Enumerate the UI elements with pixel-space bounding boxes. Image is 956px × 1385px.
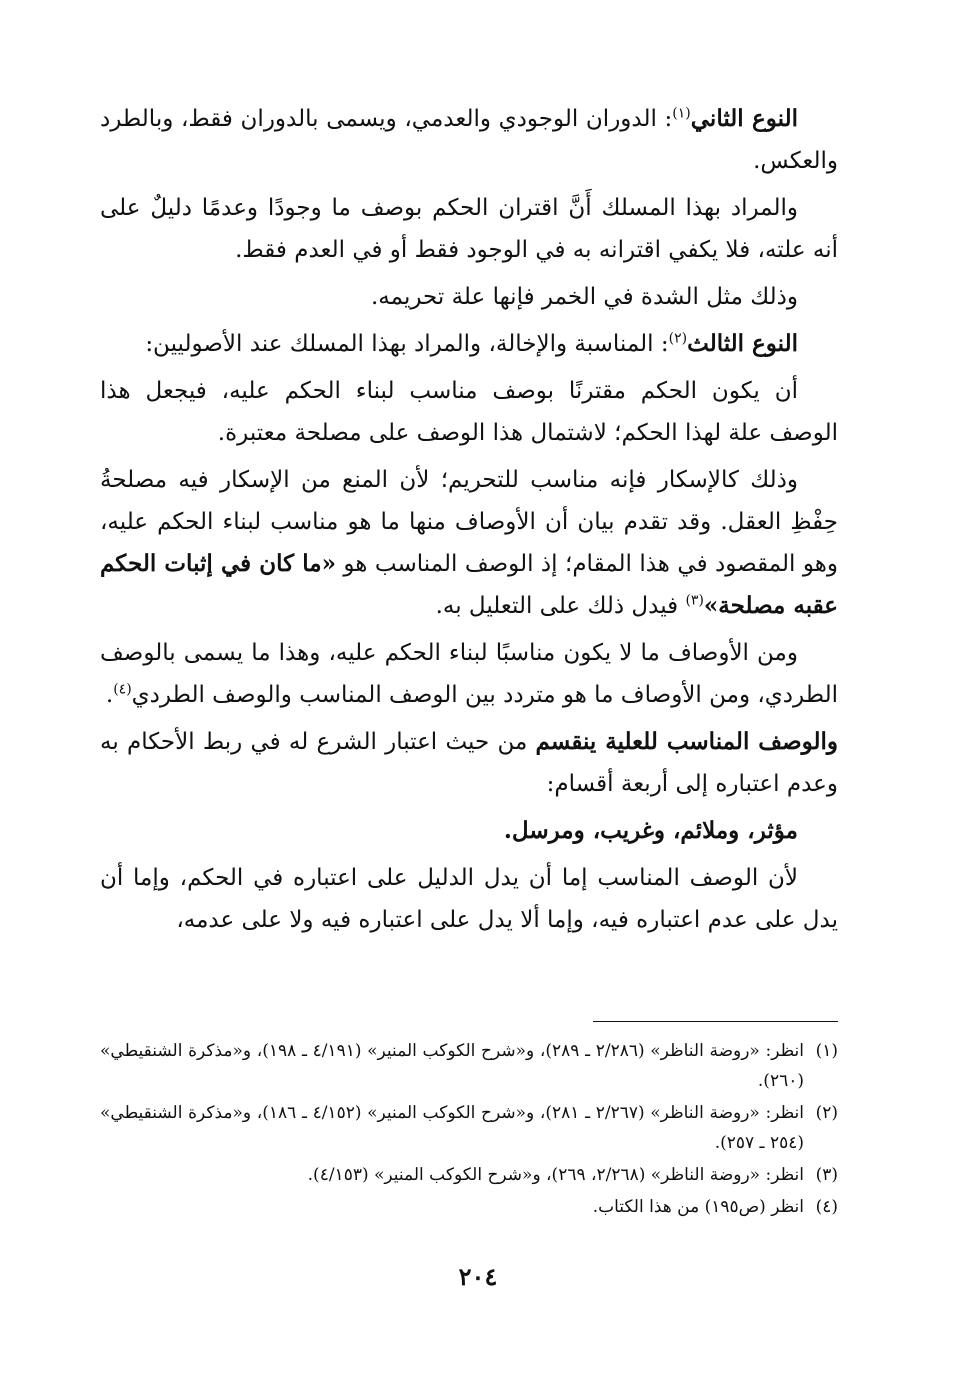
bold-lead: والوصف المناسب للعلية ينقسم [535, 728, 839, 755]
paragraph [100, 857, 838, 941]
footnotes [100, 1036, 838, 1224]
footnote-item [100, 1098, 838, 1158]
paragraph-type-two [100, 98, 838, 182]
paragraph [100, 459, 838, 627]
paragraph-text: ومن الأوصاف ما لا يكون مناسبًا لبناء الحكم عليه، وهذا ما يسمى بالوصف الطردي، ومن الأوصاف ما هو متردد بين الوصف المناسب والوصف الطردي [100, 640, 838, 708]
paragraph-text: أن يكون الحكم مقترنًا بوصف مناسب لبناء الحكم عليه، فيجعل هذا الوصف علة لهذا الحكم؛ لاشتمال هذا الوصف على مصلحة معتبرة. [100, 378, 838, 446]
footnote-ref-1[interactable]: (١) [672, 105, 691, 122]
paragraph-type-three [100, 323, 838, 365]
footnote-text: انظر (ص١٩٥) من هذا الكتاب. [592, 1197, 804, 1217]
footnote-number: (٢) [815, 1103, 838, 1123]
heading-type-three: النوع الثالث [687, 330, 798, 357]
footnote-number: (٣) [815, 1165, 838, 1185]
paragraph-text: لأن الوصف المناسب إما أن يدل الدليل على اعتباره في الحكم، وإما أن يدل على عدم اعتباره فيه، وإما ألا يدل على اعتباره فيه ولا على عدمه، [100, 865, 838, 933]
paragraph [100, 370, 838, 454]
paragraph-text: من حيث اعتبار الشرع له في ربط الأحكام به وعدم اعتباره إلى أربعة أقسام: [100, 729, 838, 797]
paragraph-text: وذلك مثل الشدة في الخمر فإنها علة تحريمه. [371, 284, 798, 310]
footnote-number: (٤) [815, 1197, 838, 1217]
paragraph-text: : الدوران الوجودي والعدمي، ويسمى بالدوران فقط، وبالطرد والعكس. [100, 106, 838, 174]
paragraph-tail: . [105, 682, 114, 708]
footnote-item [100, 1036, 838, 1096]
footnote-item [100, 1192, 838, 1222]
paragraph [100, 632, 838, 716]
paragraph-tail: فيدل ذلك على التعليل به. [435, 593, 686, 619]
footnote-item [100, 1160, 838, 1190]
page-number: ٢٠٤ [458, 1262, 498, 1291]
main-text [100, 98, 838, 941]
footnote-text: انظر: «روضة الناظر» (٢/٢٦٨، ٢٦٩)، و«شرح الكوكب المنير» (٤/١٥٣). [307, 1165, 804, 1185]
paragraph-text: : المناسبة والإخالة، والمراد بهذا المسلك عند الأصوليين: [145, 331, 669, 357]
footnote-ref-4[interactable]: (٤) [113, 681, 132, 698]
footnote-ref-2[interactable]: (٢) [668, 330, 688, 347]
paragraph [100, 187, 838, 271]
paragraph [100, 276, 838, 318]
footnote-text: انظر: «روضة الناظر» (٢/٢٨٦ ـ ٢٨٩)، و«شرح الكوكب المنير» (٤/١٩١ ـ ١٩٨)، و«مذكرة الشنقيطي» (٢٦٠). [100, 1041, 804, 1091]
paragraph-text: وذلك كالإسكار فإنه مناسب للتحريم؛ لأن المنع من الإسكار فيه مصلحةُ حِفْظِ العقل. وقد تقدم بيان أن الأوصاف منها ما هو مناسب لبناء الحكم عليه، وهو المقصود في هذا المقام؛ إذ الوصف المناسب هو [100, 467, 838, 577]
paragraph-categories [100, 810, 838, 852]
heading-type-two: النوع الثاني [690, 105, 798, 132]
footnote-ref-3[interactable]: (٣) [685, 592, 704, 609]
footnote-divider [593, 1021, 838, 1022]
footnote-text: انظر: «روضة الناظر» (٢/٢٦٧ ـ ٢٨١)، و«شرح الكوكب المنير» (٤/١٥٢ ـ ١٨٦)، و«مذكرة الشنقيطي» (٢٥٤ ـ ٢٥٧). [100, 1103, 804, 1153]
footnote-number: (١) [815, 1041, 838, 1061]
paragraph-division [100, 721, 838, 805]
categories-list: مؤثر، وملائم، وغريب، ومرسل. [503, 817, 798, 844]
paragraph-text: والمراد بهذا المسلك أَنَّ اقتران الحكم بوصف ما وجودًا وعدمًا دليلٌ على أنه علته، فلا يكفي اقترانه به في الوجود فقط أو في العدم فقط. [100, 195, 838, 263]
bold-quote: «ما كان في إثبات الحكم عقبه مصلحة» [100, 550, 838, 619]
